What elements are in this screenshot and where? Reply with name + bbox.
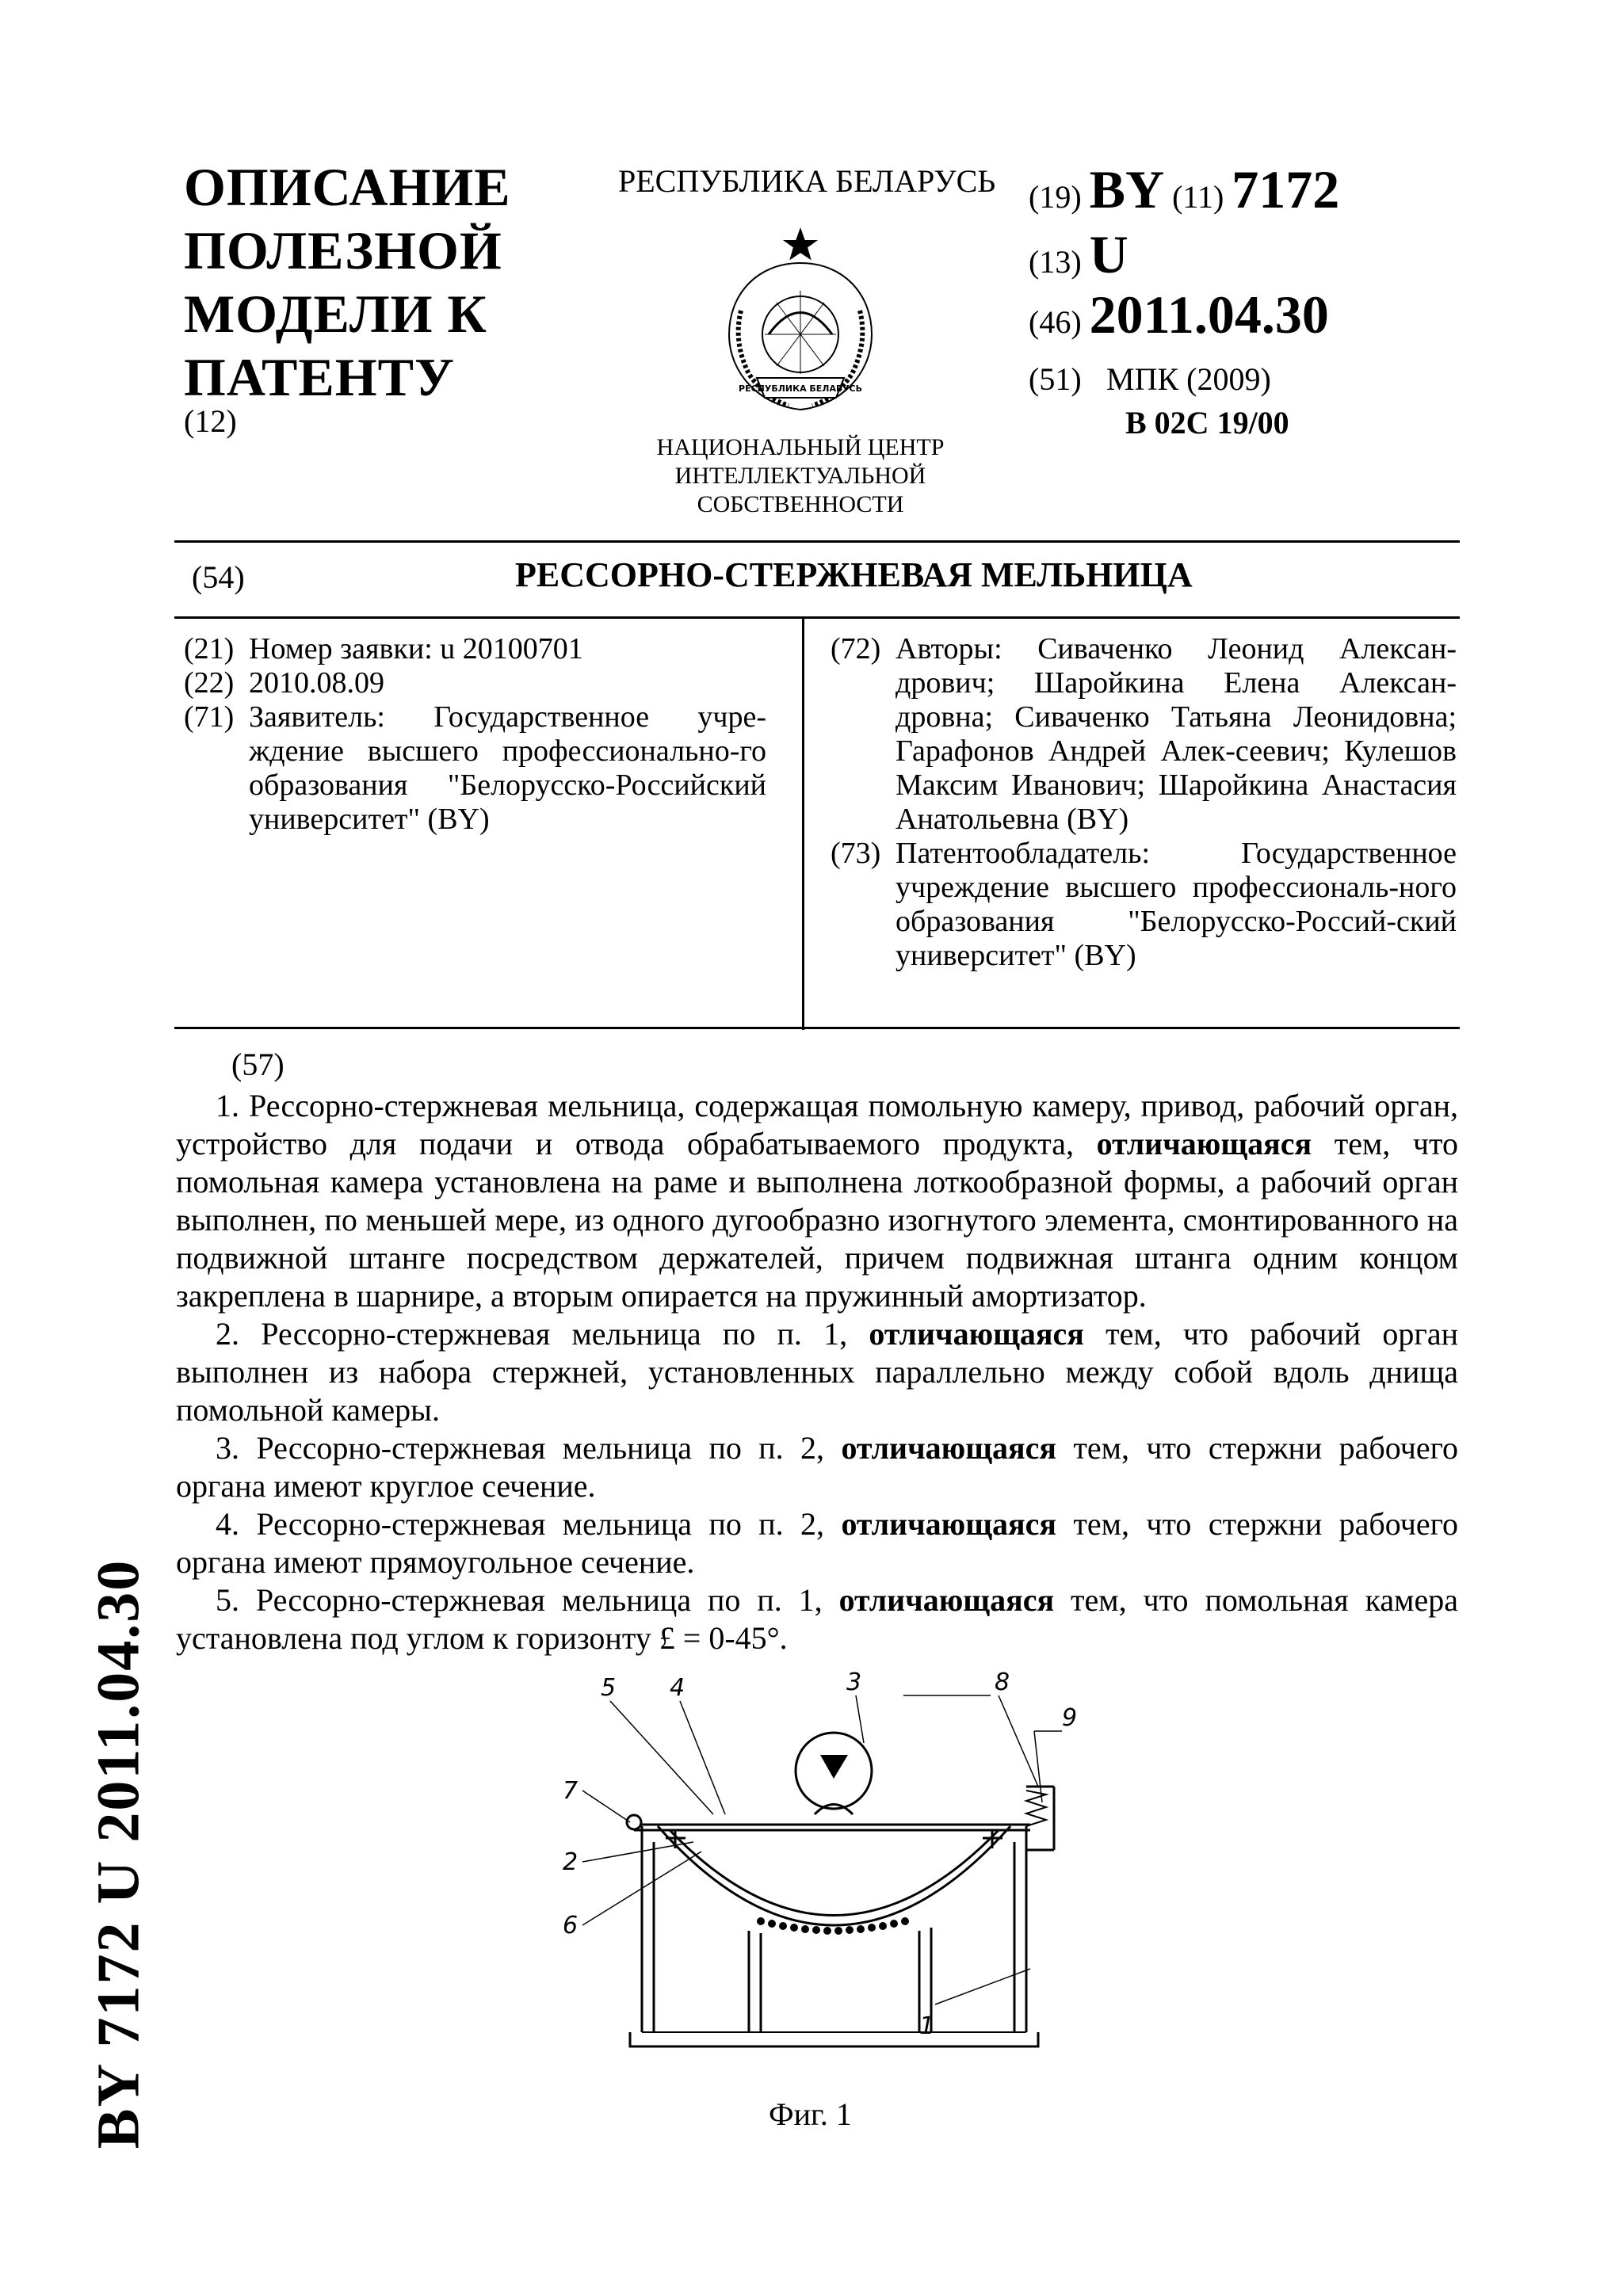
figure-label-5: 5: [601, 1674, 617, 1702]
biblio-entry: [831, 632, 1457, 837]
title-line: ПАТЕНТУ: [184, 347, 455, 407]
figure-label-4: 4: [670, 1674, 685, 1702]
inid-code: (22): [184, 666, 235, 700]
divider: [174, 616, 1460, 619]
biblio-date: [1029, 284, 1329, 346]
inid-code: (54): [192, 559, 245, 595]
republic-name: РЕСПУБЛИКА БЕЛАРУСЬ: [618, 163, 996, 199]
authors-column: [831, 632, 1457, 973]
biblio-entry: [184, 632, 766, 666]
column-divider: [802, 618, 804, 1030]
claim-paragraph: [176, 1581, 1458, 1657]
entry-text: Авторы: Сиваченко Леонид Алексан-дрович; Шаройкина Елена Алексан-дровна; Сиваченко Татьяна Леонидовна; Гарафонов Андрей Алек-сеевич; Кулешов Максим Иванович; Шаройкина Анастасия Анатольевна (BY): [896, 632, 1457, 836]
claim-text: 3. Рессорно-стержневая мельница по п. 2,: [216, 1430, 842, 1466]
claim-keyword: отличающаяся: [1096, 1126, 1312, 1161]
claim-text: тем, что стержни рабочего органа имеют круглое сечение.: [176, 1430, 1458, 1504]
inid-code: (13): [1029, 244, 1082, 280]
title-line: МОДЕЛИ К: [184, 284, 487, 344]
ipc-version: МПК (2009): [1106, 361, 1271, 397]
code-12: (12): [184, 403, 237, 439]
claim-keyword: отличающаяся: [841, 1506, 1056, 1542]
center-name-line: НАЦИОНАЛЬНЫЙ ЦЕНТР: [656, 434, 945, 460]
center-name-line: ИНТЕЛЛЕКТУАЛЬНОЙ: [674, 463, 926, 489]
patent-number: 7172: [1232, 159, 1340, 219]
emblem-ribbon-text: РЕСПУБЛИКА БЕЛАРУСЬ: [739, 383, 862, 394]
claim-paragraph: [176, 1087, 1458, 1315]
figure-label-2: 2: [563, 1848, 579, 1876]
inid-code: (11): [1172, 179, 1224, 215]
claim-paragraph: [176, 1505, 1458, 1581]
figure-label-9: 9: [1062, 1704, 1078, 1732]
document-type-title: [184, 155, 511, 409]
title-line: ПОЛЕЗНОЙ: [184, 220, 502, 280]
inid-code: (57): [231, 1047, 285, 1082]
figure-label-3: 3: [846, 1669, 862, 1696]
inid-code: (73): [831, 837, 881, 870]
claim-paragraph: [176, 1315, 1458, 1429]
entry-text: 2010.08.09: [249, 666, 384, 700]
title-line: ОПИСАНИЕ: [184, 157, 511, 217]
biblio-country-number: [1029, 158, 1339, 221]
biblio-entry: [184, 700, 766, 837]
sidebar-document-id: [85, 1558, 152, 2149]
biblio-entry: [831, 837, 1457, 973]
applicant-column: [184, 632, 766, 837]
figure-label-1: 1: [919, 2012, 935, 2040]
figure-label-8: 8: [995, 1669, 1010, 1696]
ipc-class: B 02C 19/00: [1125, 405, 1289, 441]
entry-text: Патентообладатель: Государственное учреждение высшего профессиональ-ного образования "Белорусско-Россий-ский университет" (BY): [896, 837, 1457, 972]
figure-1-drawing: [507, 1668, 1125, 2072]
inid-code: (21): [184, 632, 235, 666]
inid-code: (72): [831, 632, 881, 666]
claims-section: [176, 1046, 1458, 1657]
figure-caption: Фиг. 1: [769, 2096, 852, 2132]
inid-code: (19): [1029, 179, 1082, 215]
figure-label-6: 6: [563, 1912, 579, 1939]
frame-base: [630, 2032, 1038, 2046]
divider: [174, 1027, 1460, 1029]
biblio-ipc: [1029, 360, 1271, 398]
claim-text: 5. Рессорно-стержневая мельница по п. 1,: [216, 1582, 839, 1618]
claim-text: тем, что помольная камера установлена под углом к горизонту £ = 0-45°.: [176, 1582, 1458, 1656]
inid-code: (51): [1029, 361, 1082, 397]
spring-shock-absorber: [1026, 1791, 1046, 1826]
claim-text: 2. Рессорно-стержневая мельница по п. 1,: [216, 1316, 869, 1352]
figure-label-7: 7: [563, 1777, 579, 1805]
publication-date: 2011.04.30: [1089, 284, 1329, 345]
state-emblem-icon: [709, 215, 892, 429]
utility-model-title: РЕССОРНО-СТЕРЖНЕВАЯ МЕЛЬНИЦА: [515, 555, 1193, 594]
claim-text: тем, что стержни рабочего органа имеют прямоугольное сечение.: [176, 1506, 1458, 1580]
divider: [174, 540, 1460, 543]
kind-code: U: [1089, 224, 1128, 284]
entry-text: Номер заявки: u 20100701: [249, 632, 583, 666]
biblio-entry: [184, 666, 766, 700]
sidebar-text: BY 7172 U 2011.04.30: [85, 1558, 152, 2149]
claim-keyword: отличающаяся: [869, 1316, 1084, 1352]
inid-code: (46): [1029, 304, 1082, 340]
grinding-chamber: [658, 1826, 1010, 1925]
claim-keyword: отличающаяся: [838, 1582, 1055, 1618]
claim-paragraph: [176, 1429, 1458, 1505]
center-name-line: СОБСТВЕННОСТИ: [697, 491, 904, 517]
country-code: BY: [1089, 159, 1165, 219]
claim-text: 1. Рессорно-стержневая мельница, содержащая помольную камеру, привод, рабочий орган, устройство для подачи и отвода обрабатываемого продукта,: [176, 1088, 1458, 1161]
claim-keyword: отличающаяся: [841, 1430, 1056, 1466]
biblio-kind: [1029, 223, 1128, 286]
claim-text: тем, что помольная камера установлена на раме и выполнена лоткообразной формы, а рабочий орган выполнен, по меньшей мере, из одного дугообразно изогнутого элемента, смонтированного на подвижной штанге посредством держателей, причем подвижная штанга одним концом закреплена в шарнире, а вторым опирается на пружинный амортизатор.: [176, 1126, 1458, 1314]
inid-code: (71): [184, 700, 235, 734]
entry-text: Заявитель: Государственное учре-ждение высшего профессионально-го образования "Белорусско-Российский университет" (BY): [249, 700, 766, 836]
claim-text: тем, что рабочий орган выполнен из набора стержней, установленных параллельно между собой вдоль днища помольной камеры.: [176, 1316, 1459, 1428]
claim-text: 4. Рессорно-стержневая мельница по п. 2,: [216, 1506, 842, 1542]
national-center-name: [634, 433, 967, 519]
